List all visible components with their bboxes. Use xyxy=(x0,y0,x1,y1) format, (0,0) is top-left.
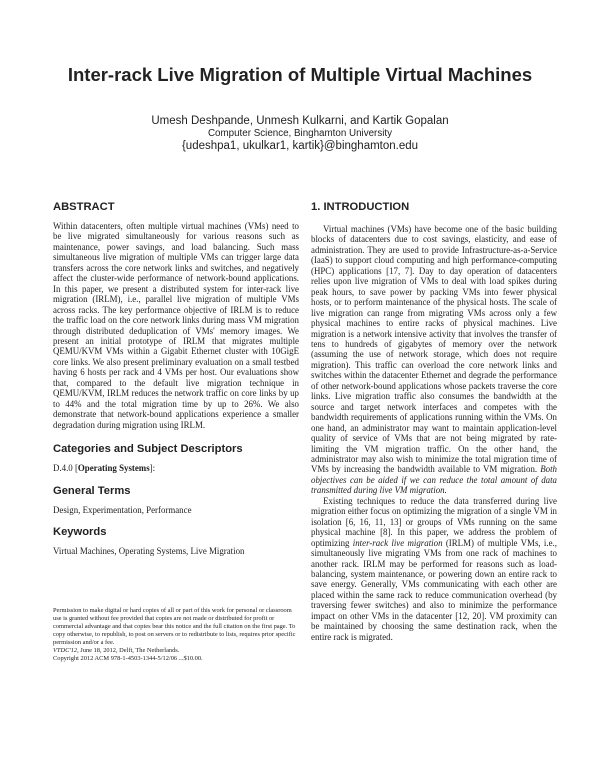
intro-p2-text-a: Existing techniques to reduce the data transferred during live migration either focus on optimizing the migration of a single VM in isolation [6, 16, 11, 13] or groups of VMs running on the same physical machine [8]. In this paper, we address the problem of optimizing xyxy=(311,495,557,548)
permission-block xyxy=(53,607,299,663)
abstract-heading: ABSTRACT xyxy=(53,201,115,213)
venue-name: VTDC'12, xyxy=(53,647,79,654)
author-names: Umesh Deshpande, Unmesh Kulkarni, and Kartik Gopalan xyxy=(151,115,449,127)
paper-title: Inter-rack Live Migration of Multiple Virtual Machines xyxy=(67,64,533,85)
venue-line xyxy=(53,647,299,655)
categories-text xyxy=(53,463,299,473)
left-column xyxy=(53,201,299,662)
categories-bold: Operating Systems xyxy=(77,463,150,474)
author-block xyxy=(0,114,600,153)
permission-text: Permission to make digital or hard copies of all or part of this work for personal or classroom use is granted without fee provided that copies are not made or distributed for profit or commercial advantage and that copies bear this notice and the full citation on the first page. To copy otherwise, to republish, to post on servers or to redistribute to lists, requires prior specific permission and/or a fee. xyxy=(53,607,296,646)
intro-p2-text-b: (IRLM) of multiple VMs, i.e., simultaneously live migrating VMs from one rack of machines to another rack. IRLM may be performed for reasons such as load-balancing, system maintenance, or powering down an entire rack to save energy. Generally, VMs communicating with each other are placed within the same rack to reduce communication overhead (by traversing fewer switches) and also to minimize the performance impact on other VMs in the datacenter [12, 20]. VM proximity can be maintained by choosing the same destination rack, when the entire rack is migrated. xyxy=(311,537,557,642)
intro-p2-italic: inter-rack live migration xyxy=(352,537,443,548)
author-emails: {udeshpa1, ukulkar1, kartik}@binghamton.edu xyxy=(181,140,419,152)
general-terms-heading: General Terms xyxy=(53,484,131,497)
categories-code: D.4.0 [ xyxy=(53,463,78,474)
venue-details: June 18, 2012, Delft, The Netherlands. xyxy=(78,647,180,654)
intro-p1-text: Virtual machines (VMs) have become one of the basic building blocks of datacenters due to cost savings, elasticity, and ease of administration. They are used to provide Infrastructure-as-a-Service (IaaS) to support cloud computing and high performance-computing (HPC) applications [17, 7]. Day to day operation of datacenters relies upon live migration of VMs to deal with load spikes during peak hours, to save power by packing VMs into fewer physical hosts, or to perform maintenance of the physical hosts. The scale of live migration can range from migrating VMs across only a few physical machines to entire racks of physical machines. Live migration is a network intensive activity that involves the transfer of tens to hundreds of gigabytes of memory over the network (assuming the use of network storage, which does not require migration). This traffic can overload the core network links and switches within the datacenter Ethernet and degrade the performance of other network-bound applications whose packets traverse the core links. Live migration traffic also consumes the bandwidth at the source and target network interfaces and competes with the bandwidth requirements of applications running within the VMs. On one hand, an administrator may want to maintain application-level quality of service of VMs that are not being migrated by rate-limiting the VM migration traffic. On the other hand, the administrator may also wish to minimize the total migration time of VMs by increasing the bandwidth available to VM migration. xyxy=(311,224,557,475)
intro-p1-italic: Both objectives can be aided if we can reduce the total amount of data transmitted during live VM migration. xyxy=(311,464,557,496)
intro-paragraph-1 xyxy=(311,224,557,496)
right-column xyxy=(311,201,557,642)
abstract-text: Within datacenters, often multiple virtual machines (VMs) need to be live migrated simultaneously for various reasons such as maintenance, power savings, and load balancing. Such mass simultaneous live migration of multiple VMs can trigger large data transfers across the core network links and switches, and negatively affect the cluster-wide performance of network-bound applications. In this paper, we present a distributed system for inter-rack live migration (IRLM), i.e., parallel live migration of multiple VMs across racks. The key performance objective of IRLM is to reduce the traffic load on the core network links during mass VM migration through distributed deduplication of VMs' memory images. We present an initial prototype of IRLM that migrates multiple QEMU/KVM VMs within a Gigabit Ethernet cluster with 10GigE core links. We also present preliminary evaluation on a small testbed having 6 hosts per rack and 4 VMs per host. Our evaluations show that, compared to the default live migration technique in QEMU/KVM, IRLM reduces the network traffic on core links by up to 44% and the total migration time by up to 26%. We also demonstrate that network-bound applications experience a smaller degradation during migration using IRLM. xyxy=(53,221,299,430)
keywords-heading: Keywords xyxy=(53,525,107,538)
intro-paragraph-2 xyxy=(311,496,557,642)
categories-end: ]: xyxy=(149,463,156,474)
general-terms-text: Design, Experimentation, Performance xyxy=(53,504,192,515)
introduction-heading: 1. INTRODUCTION xyxy=(311,201,410,213)
categories-heading: Categories and Subject Descriptors xyxy=(53,443,243,456)
copyright-line: Copyright 2012 ACM 978-1-4503-1344-5/12/06 ...$10.00. xyxy=(53,655,203,662)
keywords-text: Virtual Machines, Operating Systems, Live Migration xyxy=(53,545,245,556)
affiliation: Computer Science, Binghamton University xyxy=(207,128,393,139)
